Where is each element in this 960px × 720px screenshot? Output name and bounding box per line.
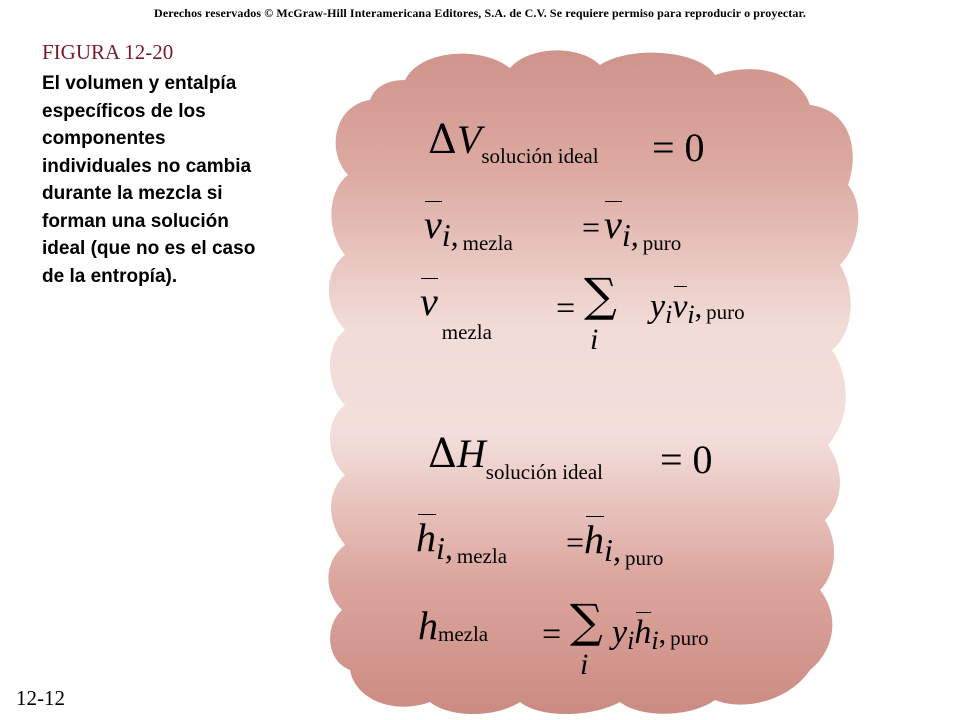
eq4-rhs: = 0 — [660, 437, 713, 482]
eq3-rhs-index: i — [687, 300, 695, 329]
eq5-equals: = — [566, 524, 585, 560]
eq1-rhs: = 0 — [652, 125, 705, 170]
eq2-rhs-subscript: puro — [642, 231, 682, 255]
eq5-rhs-var: h — [584, 517, 605, 562]
eq3-comma: , — [694, 291, 703, 324]
eq3-y-index: i — [665, 300, 673, 329]
eq3-equals: = — [556, 290, 576, 327]
eq6-lhs-subscript: mezla — [438, 622, 489, 646]
equation-h-mezla-sum — [418, 603, 489, 648]
slide-number: 12-12 — [16, 686, 65, 710]
equation-v-mezla-puro — [424, 202, 513, 255]
eq5-lhs-var: h — [416, 515, 436, 560]
eq6-y-index: i — [627, 626, 635, 655]
eq3-rhs-subscript: puro — [706, 300, 745, 324]
eq1-delta: Δ — [428, 117, 457, 163]
eq5-lhs-index: i, — [436, 530, 453, 566]
eq6-sum-sign: ∑ — [570, 594, 603, 648]
eq5-lhs-subscript: mezla — [456, 544, 508, 568]
copyright-notice: Derechos reservados © McGraw-Hill Interamericana Editores, S.A. de C.V. Se requiere permiso para reproducir o proyectar. — [154, 6, 806, 20]
eq2-rhs — [582, 202, 682, 255]
eq3-y: y — [650, 288, 666, 325]
eq3-sum-sign: ∑ — [584, 268, 617, 322]
eq6-comma: , — [658, 617, 667, 650]
eq2-lhs-index: i, — [441, 217, 459, 253]
eq6-rhs-subscript: puro — [670, 626, 709, 650]
eq3-lhs-subscript: mezla — [441, 320, 492, 344]
eq6-rhs-index: i — [651, 626, 659, 655]
eq6-equals: = — [542, 616, 562, 653]
eq5-rhs-subscript: puro — [624, 546, 664, 570]
eq5-rhs — [566, 517, 664, 570]
eq2-equals: = — [582, 209, 601, 245]
equation-delta-h-ideal — [428, 431, 604, 484]
eq2-rhs-var: v — [604, 202, 622, 247]
equation-delta-v-ideal — [428, 117, 599, 168]
eq6-y: y — [612, 614, 628, 651]
equation-v-mezla-sum — [420, 279, 492, 344]
eq3-rhs-var: v — [672, 288, 688, 325]
eq4-subscript: solución ideal — [485, 460, 604, 484]
figure-title: FIGURA 12-20 — [42, 40, 174, 64]
eq6-summand — [612, 614, 709, 655]
equation-h-mezla-puro — [416, 515, 508, 568]
eq2-lhs-subscript: mezla — [462, 231, 513, 255]
eq6-lhs-var: h — [418, 603, 438, 648]
eq5-rhs-index: i, — [604, 532, 621, 568]
eq2-lhs-var: v — [424, 202, 442, 247]
eq2-rhs-index: i, — [621, 217, 639, 253]
eq4-delta: Δ — [428, 431, 457, 477]
eq3-sum-index: i — [590, 323, 599, 356]
eq1-variable: V — [456, 117, 482, 162]
eq1-subscript: solución ideal — [481, 144, 599, 168]
eq4-variable: H — [456, 431, 486, 476]
eq3-summand — [650, 288, 745, 329]
eq3-lhs-var: v — [420, 279, 438, 324]
eq6-rhs-var: h — [634, 614, 652, 651]
figure-caption: El volumen y entalpía específicos de los componentes individuales no cambia durante la mezcla si forman una solución ideal (que no es el caso de la entropía). — [42, 73, 256, 287]
eq6-sum-index: i — [580, 648, 589, 681]
